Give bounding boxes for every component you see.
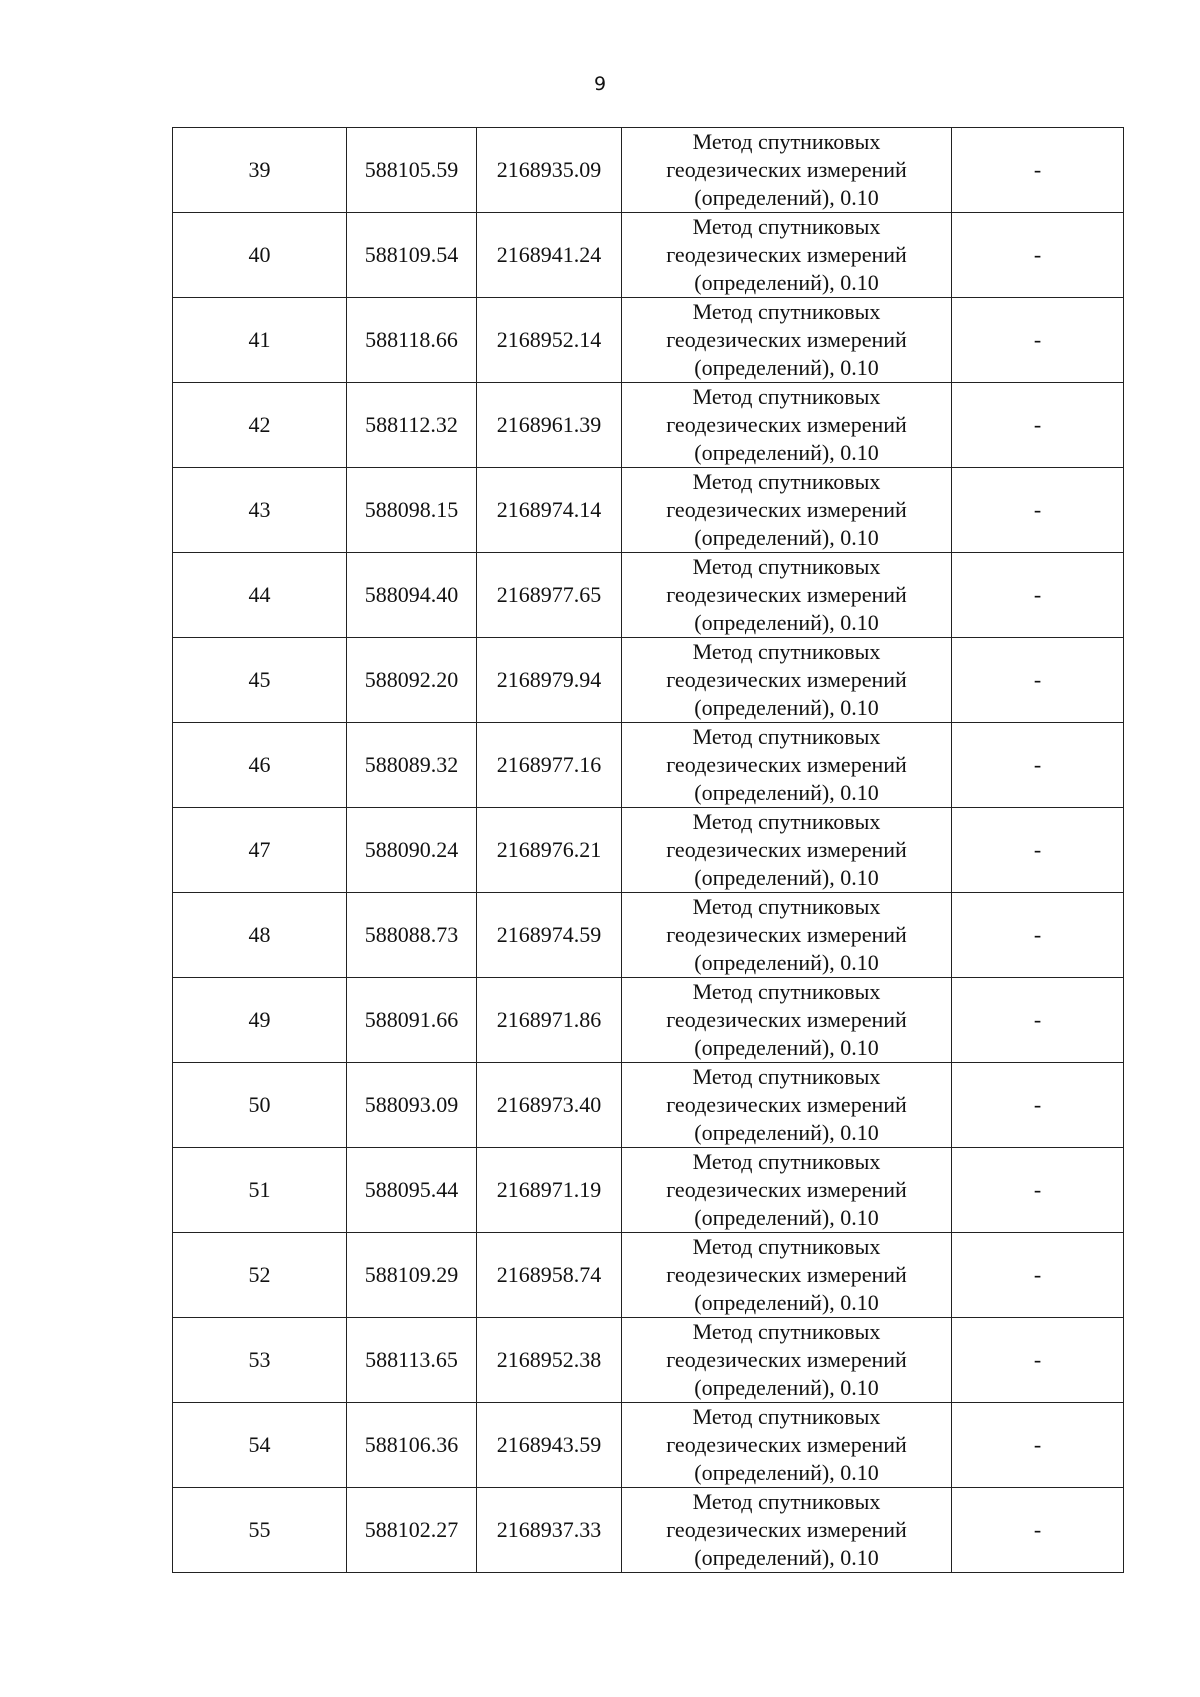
- method-line: геодезических измерений: [666, 412, 907, 437]
- table-row: [173, 808, 1124, 893]
- y-coordinate-cell: 2168941.24: [477, 213, 622, 298]
- page-number: 9: [593, 73, 607, 95]
- method-line: (определений), 0.10: [694, 695, 879, 720]
- method-line: (определений), 0.10: [694, 1460, 879, 1485]
- point-number-cell: 54: [173, 1403, 347, 1488]
- method-line: геодезических измерений: [666, 922, 907, 947]
- x-coordinate-cell: 588098.15: [347, 468, 477, 553]
- method-line: геодезических измерений: [666, 1517, 907, 1542]
- x-coordinate-cell: 588112.32: [347, 383, 477, 468]
- y-coordinate-cell: 2168935.09: [477, 128, 622, 213]
- note-cell: -: [952, 978, 1124, 1063]
- y-coordinate-cell: 2168943.59: [477, 1403, 622, 1488]
- method-line: геодезических измерений: [666, 1092, 907, 1117]
- note-cell: -: [952, 1403, 1124, 1488]
- note-cell: -: [952, 1148, 1124, 1233]
- method-line: геодезических измерений: [666, 1432, 907, 1457]
- method-line: Метод спутниковых: [692, 1064, 881, 1089]
- method-line: геодезических измерений: [666, 837, 907, 862]
- y-coordinate-cell: 2168971.19: [477, 1148, 622, 1233]
- method-line: Метод спутниковых: [692, 724, 881, 749]
- table-row: [173, 723, 1124, 808]
- note-cell: -: [952, 298, 1124, 383]
- note-cell: -: [952, 638, 1124, 723]
- x-coordinate-cell: 588109.54: [347, 213, 477, 298]
- table-row: [173, 1233, 1124, 1318]
- method-line: Метод спутниковых: [692, 1234, 881, 1259]
- method-line: геодезических измерений: [666, 1347, 907, 1372]
- method-line: геодезических измерений: [666, 582, 907, 607]
- method-line: Метод спутниковых: [692, 809, 881, 834]
- point-number-cell: 44: [173, 553, 347, 638]
- coordinates-table-body: [173, 128, 1124, 1573]
- point-number-cell: 51: [173, 1148, 347, 1233]
- method-line: (определений), 0.10: [694, 610, 879, 635]
- method-cell: [622, 1063, 952, 1148]
- point-number-cell: 45: [173, 638, 347, 723]
- table-row: [173, 1488, 1124, 1573]
- point-number-cell: 43: [173, 468, 347, 553]
- note-cell: -: [952, 723, 1124, 808]
- point-number-cell: 55: [173, 1488, 347, 1573]
- point-number-cell: 42: [173, 383, 347, 468]
- point-number-cell: 53: [173, 1318, 347, 1403]
- method-line: Метод спутниковых: [692, 1319, 881, 1344]
- method-line: (определений), 0.10: [694, 950, 879, 975]
- x-coordinate-cell: 588105.59: [347, 128, 477, 213]
- method-line: (определений), 0.10: [694, 1035, 879, 1060]
- point-number-cell: 47: [173, 808, 347, 893]
- note-cell: -: [952, 128, 1124, 213]
- x-coordinate-cell: 588106.36: [347, 1403, 477, 1488]
- table-row: [173, 893, 1124, 978]
- x-coordinate-cell: 588090.24: [347, 808, 477, 893]
- method-cell: [622, 298, 952, 383]
- table-row: [173, 978, 1124, 1063]
- method-line: геодезических измерений: [666, 667, 907, 692]
- method-line: (определений), 0.10: [694, 355, 879, 380]
- table-row: [173, 468, 1124, 553]
- table-row: [173, 298, 1124, 383]
- method-line: (определений), 0.10: [694, 865, 879, 890]
- y-coordinate-cell: 2168973.40: [477, 1063, 622, 1148]
- method-line: (определений), 0.10: [694, 185, 879, 210]
- method-cell: [622, 213, 952, 298]
- point-number-cell: 49: [173, 978, 347, 1063]
- method-cell: [622, 978, 952, 1063]
- x-coordinate-cell: 588095.44: [347, 1148, 477, 1233]
- y-coordinate-cell: 2168977.65: [477, 553, 622, 638]
- method-line: Метод спутниковых: [692, 129, 881, 154]
- note-cell: -: [952, 1233, 1124, 1318]
- method-line: Метод спутниковых: [692, 214, 881, 239]
- coordinates-table: [172, 127, 1124, 1573]
- method-line: геодезических измерений: [666, 242, 907, 267]
- point-number-cell: 46: [173, 723, 347, 808]
- method-line: Метод спутниковых: [692, 469, 881, 494]
- method-line: Метод спутниковых: [692, 1404, 881, 1429]
- table-row: [173, 383, 1124, 468]
- method-line: Метод спутниковых: [692, 1149, 881, 1174]
- y-coordinate-cell: 2168952.14: [477, 298, 622, 383]
- x-coordinate-cell: 588093.09: [347, 1063, 477, 1148]
- note-cell: -: [952, 468, 1124, 553]
- method-cell: [622, 808, 952, 893]
- method-line: (определений), 0.10: [694, 1120, 879, 1145]
- method-line: (определений), 0.10: [694, 1290, 879, 1315]
- table-row: [173, 1318, 1124, 1403]
- method-line: геодезических измерений: [666, 1007, 907, 1032]
- note-cell: -: [952, 893, 1124, 978]
- method-line: Метод спутниковых: [692, 1489, 881, 1514]
- method-line: геодезических измерений: [666, 157, 907, 182]
- method-line: (определений), 0.10: [694, 1545, 879, 1570]
- x-coordinate-cell: 588089.32: [347, 723, 477, 808]
- method-cell: [622, 723, 952, 808]
- method-line: Метод спутниковых: [692, 979, 881, 1004]
- x-coordinate-cell: 588113.65: [347, 1318, 477, 1403]
- y-coordinate-cell: 2168976.21: [477, 808, 622, 893]
- method-cell: [622, 1318, 952, 1403]
- y-coordinate-cell: 2168952.38: [477, 1318, 622, 1403]
- method-cell: [622, 1148, 952, 1233]
- table-row: [173, 1403, 1124, 1488]
- point-number-cell: 39: [173, 128, 347, 213]
- note-cell: -: [952, 1488, 1124, 1573]
- x-coordinate-cell: 588088.73: [347, 893, 477, 978]
- method-cell: [622, 1488, 952, 1573]
- note-cell: -: [952, 1063, 1124, 1148]
- table-row: [173, 1063, 1124, 1148]
- method-cell: [622, 128, 952, 213]
- method-cell: [622, 893, 952, 978]
- table-row: [173, 1148, 1124, 1233]
- x-coordinate-cell: 588118.66: [347, 298, 477, 383]
- method-line: Метод спутниковых: [692, 384, 881, 409]
- x-coordinate-cell: 588094.40: [347, 553, 477, 638]
- y-coordinate-cell: 2168937.33: [477, 1488, 622, 1573]
- method-line: геодезических измерений: [666, 752, 907, 777]
- method-cell: [622, 638, 952, 723]
- method-cell: [622, 1233, 952, 1318]
- x-coordinate-cell: 588109.29: [347, 1233, 477, 1318]
- x-coordinate-cell: 588092.20: [347, 638, 477, 723]
- table-row: [173, 553, 1124, 638]
- point-number-cell: 48: [173, 893, 347, 978]
- method-line: (определений), 0.10: [694, 270, 879, 295]
- x-coordinate-cell: 588091.66: [347, 978, 477, 1063]
- method-line: (определений), 0.10: [694, 440, 879, 465]
- method-line: Метод спутниковых: [692, 639, 881, 664]
- point-number-cell: 40: [173, 213, 347, 298]
- table-row: [173, 128, 1124, 213]
- method-line: геодезических измерений: [666, 1177, 907, 1202]
- y-coordinate-cell: 2168979.94: [477, 638, 622, 723]
- table-row: [173, 213, 1124, 298]
- note-cell: -: [952, 1318, 1124, 1403]
- method-line: геодезических измерений: [666, 1262, 907, 1287]
- method-cell: [622, 1403, 952, 1488]
- note-cell: -: [952, 553, 1124, 638]
- method-cell: [622, 468, 952, 553]
- table-row: [173, 638, 1124, 723]
- point-number-cell: 41: [173, 298, 347, 383]
- method-line: (определений), 0.10: [694, 1375, 879, 1400]
- method-line: Метод спутниковых: [692, 554, 881, 579]
- point-number-cell: 52: [173, 1233, 347, 1318]
- y-coordinate-cell: 2168961.39: [477, 383, 622, 468]
- method-line: геодезических измерений: [666, 497, 907, 522]
- y-coordinate-cell: 2168958.74: [477, 1233, 622, 1318]
- method-line: Метод спутниковых: [692, 894, 881, 919]
- method-cell: [622, 383, 952, 468]
- y-coordinate-cell: 2168974.14: [477, 468, 622, 553]
- method-line: (определений), 0.10: [694, 780, 879, 805]
- y-coordinate-cell: 2168974.59: [477, 893, 622, 978]
- method-line: (определений), 0.10: [694, 525, 879, 550]
- y-coordinate-cell: 2168971.86: [477, 978, 622, 1063]
- y-coordinate-cell: 2168977.16: [477, 723, 622, 808]
- method-cell: [622, 553, 952, 638]
- point-number-cell: 50: [173, 1063, 347, 1148]
- method-line: геодезических измерений: [666, 327, 907, 352]
- x-coordinate-cell: 588102.27: [347, 1488, 477, 1573]
- note-cell: -: [952, 213, 1124, 298]
- method-line: Метод спутниковых: [692, 299, 881, 324]
- method-line: (определений), 0.10: [694, 1205, 879, 1230]
- note-cell: -: [952, 383, 1124, 468]
- note-cell: -: [952, 808, 1124, 893]
